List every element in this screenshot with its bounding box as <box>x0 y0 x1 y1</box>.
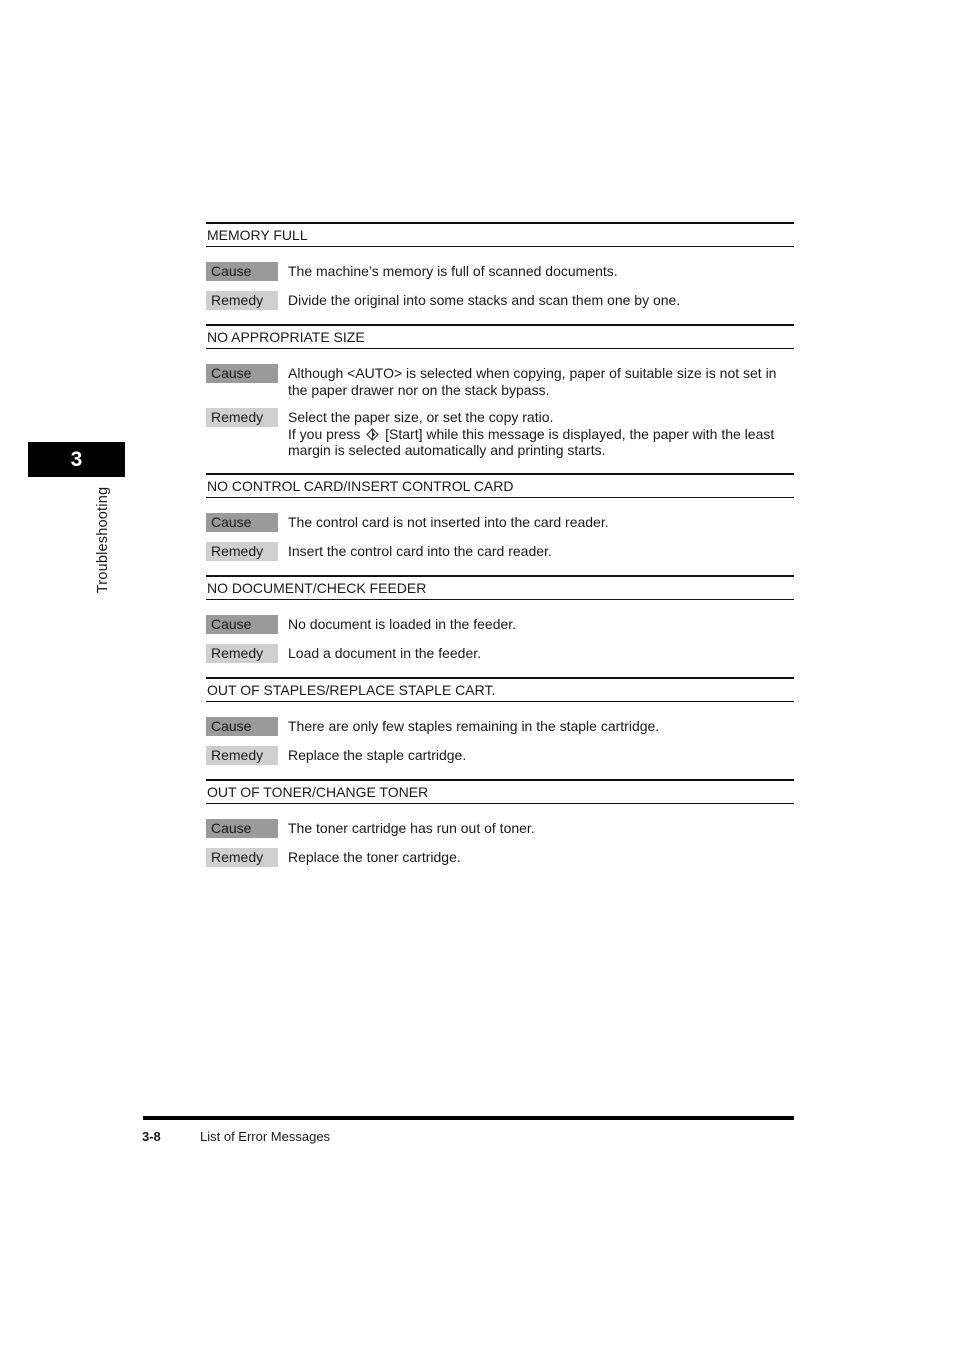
footer-title: List of Error Messages <box>200 1129 331 1144</box>
cause-line: There are only few staples remaining in the staple cartridge. <box>288 717 660 734</box>
cause-row <box>206 615 794 634</box>
cause-text <box>288 819 535 837</box>
remedy-text <box>288 408 774 459</box>
cause-label: Cause <box>206 615 278 634</box>
cause-line: Although <AUTO> is selected when copying, paper of suitable size is not set in <box>288 365 777 381</box>
cause-text <box>288 364 776 398</box>
chapter-side-label: Troubleshooting <box>95 486 111 594</box>
remedy-label: Remedy <box>206 291 278 310</box>
chapter-number: 3 <box>70 447 83 471</box>
remedy-row <box>206 291 794 310</box>
cause-line: The machine’s memory is full of scanned documents. <box>288 263 618 279</box>
remedy-row <box>206 408 794 459</box>
error-title: MEMORY FULL <box>206 222 794 247</box>
cause-line: The control card is not inserted into the card reader. <box>288 513 609 530</box>
remedy-row <box>206 542 794 561</box>
cause-line: The toner cartridge has run out of toner. <box>288 819 535 836</box>
cause-row <box>206 262 794 281</box>
error-title: OUT OF TONER/CHANGE TONER <box>206 779 794 804</box>
remedy-text <box>288 746 466 764</box>
remedy-label: Remedy <box>206 848 278 867</box>
cause-label: Cause <box>206 364 278 383</box>
cause-label: Cause <box>206 819 278 838</box>
remedy-row <box>206 848 794 867</box>
error-title: OUT OF STAPLES/REPLACE STAPLE CART. <box>206 677 794 702</box>
error-title: NO DOCUMENT/CHECK FEEDER <box>206 575 794 600</box>
cause-row <box>206 513 794 532</box>
error-section <box>206 575 794 663</box>
cause-line: the paper drawer nor on the stack bypass. <box>288 381 550 398</box>
remedy-line: Select the paper size, or set the copy ratio. <box>288 409 554 425</box>
cause-row <box>206 717 794 736</box>
cause-text <box>288 513 609 531</box>
cause-label: Cause <box>206 513 278 532</box>
remedy-text <box>288 644 481 662</box>
remedy-line: If you press [Start] while this message is displayed, the paper with the least <box>288 425 775 442</box>
cause-text <box>288 615 516 633</box>
cause-label: Cause <box>206 717 278 736</box>
error-section <box>206 473 794 561</box>
remedy-line: Load a document in the feeder. <box>288 644 482 661</box>
remedy-row <box>206 746 794 765</box>
page-number: 3-8 <box>142 1129 161 1144</box>
error-title: NO CONTROL CARD/INSERT CONTROL CARD <box>206 473 794 498</box>
error-message-list <box>206 222 794 881</box>
remedy-text <box>288 848 461 866</box>
error-section <box>206 677 794 765</box>
remedy-label: Remedy <box>206 746 278 765</box>
remedy-row <box>206 644 794 663</box>
remedy-line: Replace the toner cartridge. <box>288 848 461 865</box>
error-section <box>206 324 794 459</box>
cause-row <box>206 364 794 398</box>
cause-text <box>288 717 659 735</box>
error-section <box>206 222 794 310</box>
remedy-line: margin is selected automatically and printing starts. <box>288 442 606 458</box>
cause-row <box>206 819 794 838</box>
chapter-tab <box>28 442 125 477</box>
remedy-label: Remedy <box>206 644 278 663</box>
remedy-line: Replace the staple cartridge. <box>288 746 467 763</box>
remedy-line: Insert the control card into the card reader. <box>288 542 552 559</box>
cause-label: Cause <box>206 262 278 281</box>
error-section <box>206 779 794 867</box>
cause-line: No document is loaded in the feeder. <box>288 615 517 632</box>
footer-rule <box>143 1116 794 1120</box>
remedy-text <box>288 542 552 560</box>
remedy-text <box>288 291 680 309</box>
error-title: NO APPROPRIATE SIZE <box>206 324 794 349</box>
cause-text <box>288 262 618 280</box>
start-key-icon <box>366 428 379 441</box>
remedy-label: Remedy <box>206 408 278 427</box>
remedy-label: Remedy <box>206 542 278 561</box>
remedy-line: Divide the original into some stacks and scan them one by one. <box>288 292 681 308</box>
